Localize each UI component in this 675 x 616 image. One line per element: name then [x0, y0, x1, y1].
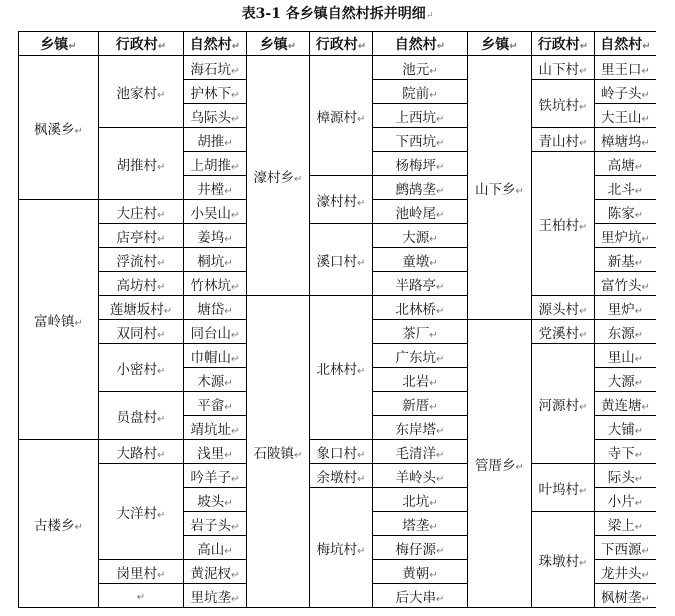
- header-row: [19, 32, 657, 56]
- natural-village-cell: 高山↵: [184, 536, 247, 560]
- natural-village-cell: 后大串↵: [373, 584, 468, 608]
- grid: [18, 31, 656, 608]
- natural-village-cell: 姜坞↵: [184, 224, 247, 248]
- admin-village-cell: 铁坑村↵: [532, 80, 595, 128]
- admin-village-cell: 大路村↵: [99, 440, 184, 464]
- natural-village-cell: 岭子头↵: [595, 80, 657, 104]
- table-title-text: 表3-1 各乡镇自然村拆并明细: [241, 6, 426, 22]
- admin-village-cell: 员盘村↵: [99, 392, 184, 440]
- admin-village-cell: 叶坞村↵: [532, 464, 595, 512]
- natural-village-cell: 羊岭头↵: [373, 464, 468, 488]
- natural-village-cell: 新厝↵: [373, 392, 468, 416]
- natural-village-cell: 桐坑↵: [184, 248, 247, 272]
- admin-village-cell: ↵: [99, 584, 184, 608]
- table-row: [19, 56, 657, 80]
- town-cell: 濠村乡↵: [247, 56, 310, 296]
- admin-village-cell: 双同村↵: [99, 320, 184, 344]
- natural-village-cell: 黄泥杈↵: [184, 560, 247, 584]
- natural-village-cell: 小片↵: [595, 488, 657, 512]
- natural-village-cell: 塘岱↵: [184, 296, 247, 320]
- natural-village-cell: 井樘↵: [184, 176, 247, 200]
- natural-village-cell: 平畲↵: [184, 392, 247, 416]
- admin-village-cell: 青山村↵: [532, 128, 595, 152]
- natural-village-cell: 里坑垄↵: [184, 584, 247, 608]
- town-cell: 管厝乡↵: [468, 320, 532, 608]
- natural-village-cell: 黄连塘↵: [595, 392, 657, 416]
- natural-village-cell: 池元↵: [373, 56, 468, 80]
- admin-village-cell: 源头村↵: [532, 296, 595, 320]
- table-row: [19, 296, 657, 320]
- natural-village-cell: 坡头↵: [184, 488, 247, 512]
- natural-village-cell: 上胡推↵: [184, 152, 247, 176]
- natural-village-cell: 北斗↵: [595, 176, 657, 200]
- natural-village-cell: 大王山↵: [595, 104, 657, 128]
- town-cell: 山下乡↵: [468, 56, 532, 320]
- admin-village-cell: 梅坑村↵: [310, 488, 373, 608]
- admin-village-cell: 岗里村↵: [99, 560, 184, 584]
- natural-village-cell: 吟羊子↵: [184, 464, 247, 488]
- admin-village-cell: 高坊村↵: [99, 272, 184, 296]
- natural-village-cell: 黄朝↵: [373, 560, 468, 584]
- natural-village-cell: 木源↵: [184, 368, 247, 392]
- natural-village-cell: 鹧鸪垄↵: [373, 176, 468, 200]
- natural-village-cell: 胡推↵: [184, 128, 247, 152]
- natural-village-cell: 塔垄↵: [373, 512, 468, 536]
- admin-village-cell: 店亭村↵: [99, 224, 184, 248]
- admin-village-cell: 池家村↵: [99, 56, 184, 128]
- natural-village-cell: 童墩↵: [373, 248, 468, 272]
- natural-village-cell: 里炉坑↵: [595, 224, 657, 248]
- admin-village-cell: 莲塘坂村↵: [99, 296, 184, 320]
- table-title: [0, 2, 675, 26]
- natural-village-cell: 大铺↵: [595, 416, 657, 440]
- natural-village-cell: 下西坑↵: [373, 128, 468, 152]
- admin-village-cell: 山下村↵: [532, 56, 595, 80]
- admin-village-cell: 浮流村↵: [99, 248, 184, 272]
- natural-village-cell: 巾帽山↵: [184, 344, 247, 368]
- natural-village-cell: 寺下↵: [595, 440, 657, 464]
- natural-village-cell: 里王口↵: [595, 56, 657, 80]
- merge-detail-table: [18, 31, 656, 616]
- natural-village-cell: 北岩↵: [373, 368, 468, 392]
- natural-village-cell: 半路亭↵: [373, 272, 468, 296]
- admin-village-cell: 胡推村↵: [99, 128, 184, 200]
- town-cell: 枫溪乡↵: [19, 56, 99, 200]
- header-admin-village: 行政村↵: [310, 32, 373, 56]
- natural-village-cell: 院前↵: [373, 80, 468, 104]
- natural-village-cell: 杨梅坪↵: [373, 152, 468, 176]
- natural-village-cell: 岩子头↵: [184, 512, 247, 536]
- natural-village-cell: 梁上↵: [595, 512, 657, 536]
- natural-village-cell: 海石坑↵: [184, 56, 247, 80]
- natural-village-cell: 下西源↵: [595, 536, 657, 560]
- admin-village-cell: 河源村↵: [532, 344, 595, 464]
- admin-village-cell: 大洋村↵: [99, 464, 184, 560]
- admin-village-cell: 余墩村↵: [310, 464, 373, 488]
- natural-village-cell: 东岸塔↵: [373, 416, 468, 440]
- table-row: [19, 464, 657, 488]
- town-cell: 富岭镇↵: [19, 200, 99, 440]
- natural-village-cell: 陈家↵: [595, 200, 657, 224]
- natural-village-cell: 大源↵: [373, 224, 468, 248]
- natural-village-cell: 龙井头↵: [595, 560, 657, 584]
- natural-village-cell: 大源↵: [595, 368, 657, 392]
- natural-village-cell: 护林下↵: [184, 80, 247, 104]
- natural-village-cell: 池岭尾↵: [373, 200, 468, 224]
- paragraph-mark: ↵: [425, 11, 434, 21]
- natural-village-cell: 竹林坑↵: [184, 272, 247, 296]
- natural-village-cell: 枫树垄↵: [595, 584, 657, 608]
- header-admin-village: 行政村↵: [99, 32, 184, 56]
- natural-village-cell: 靖坑址↵: [184, 416, 247, 440]
- natural-village-cell: 东源↵: [595, 320, 657, 344]
- header-town: 乡镇↵: [468, 32, 532, 56]
- admin-village-cell: 濠村村↵: [310, 176, 373, 224]
- header-admin-village: 行政村↵: [532, 32, 595, 56]
- admin-village-cell: 北林村↵: [310, 296, 373, 440]
- town-cell: 古楼乡↵: [19, 440, 99, 608]
- admin-village-cell: 溪口村↵: [310, 224, 373, 296]
- natural-village-cell: 毛清洋↵: [373, 440, 468, 464]
- natural-village-cell: 茶厂↵: [373, 320, 468, 344]
- admin-village-cell: 樟源村↵: [310, 56, 373, 176]
- admin-village-cell: 大庄村↵: [99, 200, 184, 224]
- admin-village-cell: 象口村↵: [310, 440, 373, 464]
- natural-village-cell: 梅仔源↵: [373, 536, 468, 560]
- admin-village-cell: 珠墩村↵: [532, 512, 595, 608]
- header-natural-village: 自然村↵: [373, 32, 468, 56]
- natural-village-cell: 里山↵: [595, 344, 657, 368]
- natural-village-cell: 乌际头↵: [184, 104, 247, 128]
- natural-village-cell: 里炉↵: [595, 296, 657, 320]
- natural-village-cell: 际头↵: [595, 464, 657, 488]
- admin-village-cell: 王柏村↵: [532, 152, 595, 296]
- town-cell: 石陂镇↵: [247, 296, 310, 608]
- natural-village-cell: 富竹头↵: [595, 272, 657, 296]
- natural-village-cell: 上西坑↵: [373, 104, 468, 128]
- natural-village-cell: 樟塘坞↵: [595, 128, 657, 152]
- header-natural-village: 自然村↵: [595, 32, 657, 56]
- admin-village-cell: 小密村↵: [99, 344, 184, 392]
- natural-village-cell: 广东坑↵: [373, 344, 468, 368]
- natural-village-cell: 北坑↵: [373, 488, 468, 512]
- header-natural-village: 自然村↵: [184, 32, 247, 56]
- natural-village-cell: 同台山↵: [184, 320, 247, 344]
- admin-village-cell: 党溪村↵: [532, 320, 595, 344]
- natural-village-cell: 小吴山↵: [184, 200, 247, 224]
- natural-village-cell: 新基↵: [595, 248, 657, 272]
- natural-village-cell: 高塘↵: [595, 152, 657, 176]
- header-town: 乡镇↵: [247, 32, 310, 56]
- natural-village-cell: 北林桥↵: [373, 296, 468, 320]
- natural-village-cell: 浅里↵: [184, 440, 247, 464]
- header-town: 乡镇↵: [19, 32, 99, 56]
